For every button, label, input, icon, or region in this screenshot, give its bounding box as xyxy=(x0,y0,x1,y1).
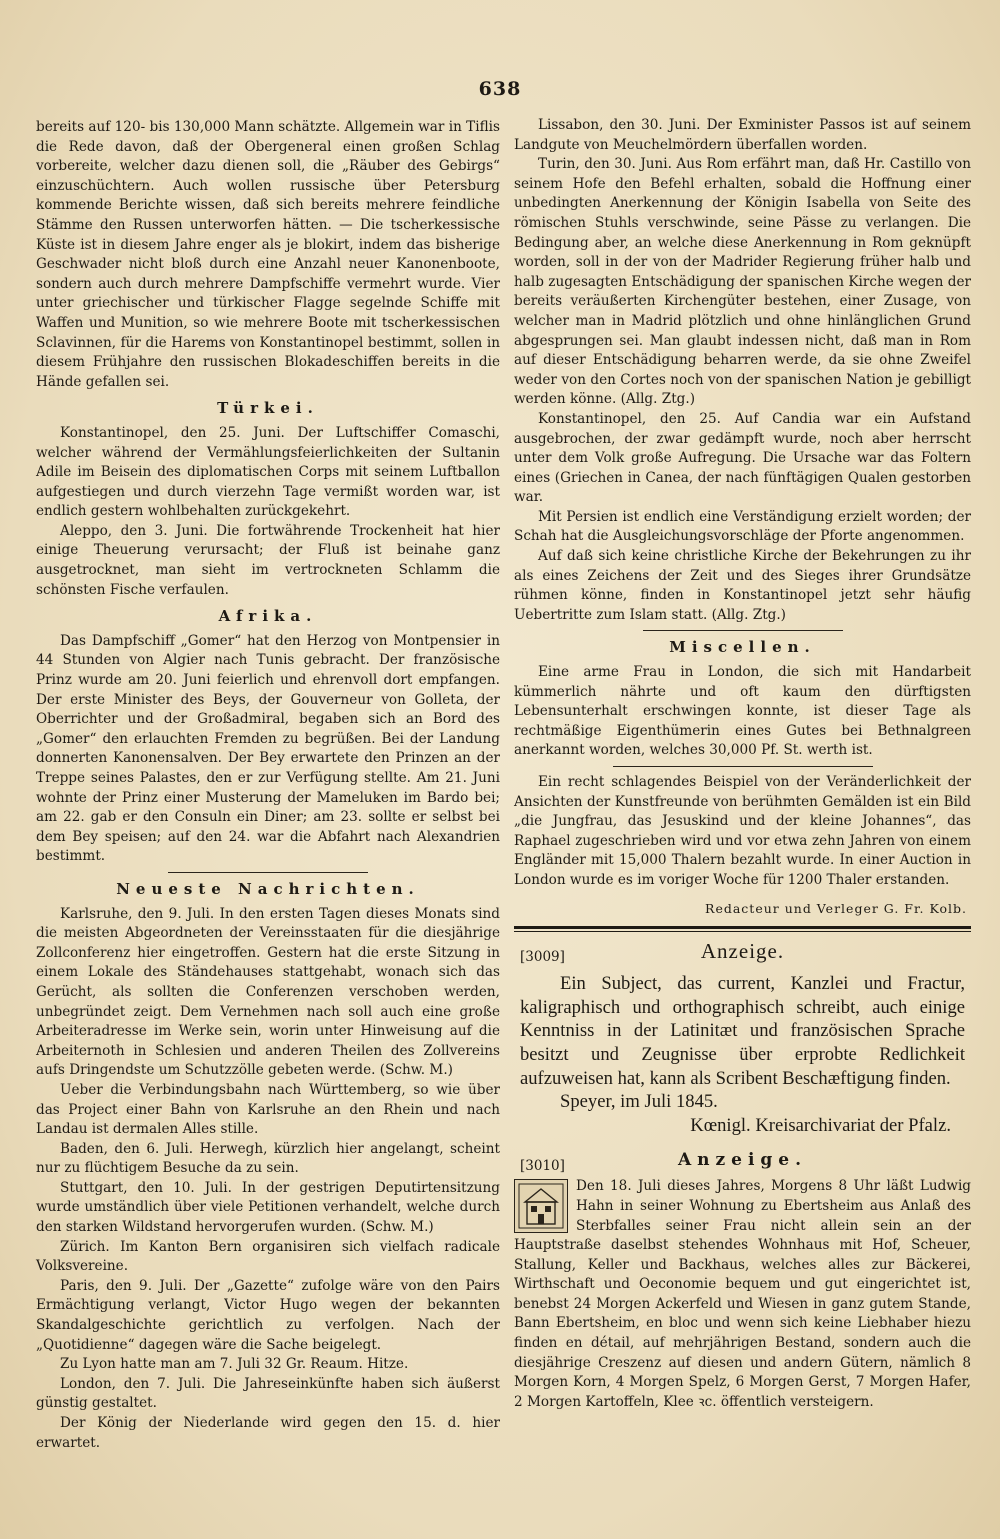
section-heading: Neueste Nachrichten. xyxy=(116,879,420,898)
section-heading: Türkei. xyxy=(217,399,319,418)
divider-rule xyxy=(643,630,843,631)
article-paragraph: Das Dampfschiff „Gomer“ hat den Herzog von Montpensier in 44 Stunden von Algier nach Tunis gebracht. Der französische Prinz wurde am 20. Juni feierlich und ehrenvoll dort empfangen. Der erste Minister des Beys, der Gouverneur von Golleta, der Oberrichter und der Großadmiral, begaben sich an Bord des „Gomer“ den erlauchten Fremden zu begrüßen. Bei der Landung donnerten Kanonensalven. Der Bey erwartete den Prinzen an der Treppe seines Palastes, den er zur Verfügung stellte. Am 21. Juni wohnte der Prinz einer Musterung der Mameluken im Bardo bei; am 22. gab er den Consuln ein Diner; am 23. sollte er selbst bei dem Bey speisen; auf den 24. war die Abfahrt nach Alexandrien bestimmt. xyxy=(36,632,500,865)
section-divider-thick xyxy=(514,926,971,929)
advertisement-header xyxy=(514,1151,971,1177)
article-paragraph: Aleppo, den 3. Juni. Die fortwährende Trockenheit hat hier einige Theuerung verursacht; der Fluß ist beinahe ganz ausgetrocknet, man sieht im vertrockneten Schlamm die schönsten Fische verfaulen. xyxy=(36,522,500,598)
article-paragraph: Ein recht schlagendes Beispiel von der Veränderlichkeit der Ansichten der Kunstfreunde von berühmten Gemälden ist ein Bild „die Jungfrau, das Jesuskind und der kleine Johannes“, das Raphael zugeschrieben wird und vor etwa zehn Jahren von einem Engländer mit 15,000 Thalern bezahlt wurde. In einer Auction in London wurde es im voriger Woche für 1200 Thaler erstanden. xyxy=(514,774,971,888)
article-paragraph: Mit Persien ist endlich eine Verständigung erzielt worden; der Schah hat die Ausgleichungsvorschläge der Pforte angenommen. xyxy=(514,508,971,545)
divider-rule xyxy=(168,872,368,873)
editor-line: Redacteur und Verleger G. Fr. Kolb. xyxy=(705,900,967,916)
house-icon xyxy=(514,1179,568,1233)
article-paragraph: Stuttgart, den 10. Juli. In der gestrigen Deputirtensitzung wurde umständlich über viele Petitionen verhandelt, welche durch den starken Wildstand hervorgerufen wurden. (Schw. M.) xyxy=(36,1179,500,1236)
advertisement-number: [3009] xyxy=(520,949,565,966)
advertisement-3009 xyxy=(514,939,971,1137)
advertisement-text: Ein Subject, das current, Kanzlei und Fractur, kaligraphisch und orthographisch schreibt, auch einige Kenntniss in der Latinitæt und französischen Sprache besitzt und Zeugnisse über erprobte Redlichkeit aufzuweisen hat, kann als Scribent Beschæftigung finden. xyxy=(520,973,965,1089)
article-paragraph: Konstantinopel, den 25. Auf Candia war ein Aufstand ausgebrochen, der zwar gedämpft wurde, noch aber herrscht unter dem Volk große Aufregung. Die Ursache war das Foltern eines (Griechen in Canea, der nach fünftägigen Qualen gestorben war. xyxy=(514,410,971,506)
section-heading: Afrika. xyxy=(218,607,318,626)
article-paragraph: Ueber die Verbindungsbahn nach Württemberg, so wie über das Project einer Bahn von Karlsruhe an den Rhein und nach Landau ist dermalen Alles stille. xyxy=(36,1081,500,1138)
article-paragraph: Eine arme Frau in London, die sich mit Handarbeit kümmerlich nährte und oft kaum den dürftigsten Lebensunterhalt erschwingen konnte, ist dieser Tage als rechtmäßige Eigenthümerin eines Gutes bei Bethnalgreen anerkannt worden, welches 30,000 Pf. St. werth ist. xyxy=(514,664,971,759)
right-column xyxy=(514,116,971,1412)
advertisement-office: Kœnigl. Kreisarchivariat der Pfalz. xyxy=(690,1114,951,1136)
article-paragraph: Turin, den 30. Juni. Aus Rom erfährt man, daß Hr. Castillo von seinem Hofe den Befehl erhalten, sobald die Hoffnung einer unbedingten Anerkennung der Königin Isabella von Seite des römischen Stuhls verschwinde, seine Pässe zu verlangen. Die Bedingung aber, an welche diese Anerkennung in Rom geknüpft worden, soll in der von der Madrider Regierung früher halb und halb zugesagten Entschädigung der spanischen Kirche wegen der bereits veräußerten Kirchengüter bestehen, einer Zusage, von welcher man in Madrid plötzlich und ohne hinlänglichen Grund abgesprungen sei. Man glaubt indessen nicht, daß man in Rom auf dieser Entschädigung beharren werde, da sie ohne Zweifel weder von den Cortes noch von der spanischen Nation je gebilligt werden könne. (Allg. Ztg.) xyxy=(514,156,971,408)
article-paragraph: Baden, den 6. Juli. Herwegh, kürzlich hier angelangt, scheint nur zu flüchtigem Besuche da zu sein. xyxy=(36,1140,500,1177)
article-paragraph: Lissabon, den 30. Juni. Der Exminister Passos ist auf seinem Landgute von Meuchelmördern überfallen worden. xyxy=(514,117,971,153)
section-divider-thin xyxy=(514,931,971,932)
advertisement-title: Anzeige. xyxy=(700,939,785,964)
advertisement-place-date: Speyer, im Juli 1845. xyxy=(560,1091,718,1113)
advertisement-body xyxy=(514,972,971,1137)
advertisement-text: Den 18. Juli dieses Jahres, Morgens 8 Uhr läßt Ludwig Hahn in seiner Wohnung zu Ebertsheim aus Anlaß des Sterbfalles seiner Frau nicht allein sein an der Hauptstraße daselbst stehendes Wohnhaus mit Hof, Scheuer, Stallung, Keller und Backhaus, welches alles zur Bäckerei, Wirthschaft und Oeconomie bequem und gut eingerichtet ist, benebst 24 Morgen Ackerfeld und Wiesen in ganz gutem Stande, Bann Ebertsheim, en bloc und wenn sich keine Liebhaber hiezu finden en détail, auf mehrjährigen Bestand, sondern auch die diesjährige Creszenz auf diesen und andern Gütern, nämlich 8 Morgen Korn, 4 Morgen Spelz, 6 Morgen Gerst, 7 Morgen Hafer, 2 Morgen Kartoffeln, Klee ꝛc. öffentlich versteigern. xyxy=(514,1178,971,1410)
article-paragraph: Zürich. Im Kanton Bern organisiren sich vielfach radicale Volksvereine. xyxy=(36,1238,500,1275)
left-column xyxy=(36,118,500,1453)
advertisement-header xyxy=(514,939,971,972)
article-paragraph: Konstantinopel, den 25. Juni. Der Luftschiffer Comaschi, welcher während der Vermählungsfeierlichkeiten der Sultanin Adile im Beisein des diplomatischen Corps mit seinem Luftballon aufgestiegen und durch vierzehn Tage vermißt worden war, ist endlich gestern wohlbehalten zurückgekehrt. xyxy=(36,424,500,520)
advertisement-body xyxy=(514,1177,971,1412)
article-paragraph: bereits auf 120- bis 130,000 Mann schätzte. Allgemein war in Tiflis die Rede davon, daß der Obergeneral einen großen Schlag vorbereite, welcher dazu dienen soll, die „Räuber des Gebirgs“ einzuschüchtern. Auch wollen russische über Petersburg kommende Berichte wissen, daß sich bereits mehrere feindliche Stämme den Russen unterworfen hätten. — Die tscherkessische Küste ist in diesem Jahre enger als je blokirt, indem das bisherige Geschwader nicht bloß durch eine Anzahl neuer Kanonenboote, sondern auch durch mehrere Dampfschiffe vermehrt wurde. Vier unter griechischer und türkischer Flagge segelnde Schiffe mit Waffen und Munition, so wie mehrere Boote mit tscherkessischen Sclavinnen, für die Harems von Konstantinopel bestimmt, sollen in diesem Frühjahre den russischen Blokadeschiffen bereits in die Hände gefallen sei. xyxy=(36,119,500,390)
article-paragraph: Auf daß sich keine christliche Kirche der Bekehrungen zu ihr als eines Zeichens der Zeit und des Sieges ihrer Grundsätze rühmen könne, finden in Konstantinopel jetzt sehr häufig Uebertritte zum Islam statt. (Allg. Ztg.) xyxy=(514,548,971,623)
divider-rule xyxy=(613,766,873,767)
page-number: 638 xyxy=(478,78,522,100)
section-heading: Miscellen. xyxy=(669,638,816,657)
article-paragraph: Karlsruhe, den 9. Juli. In den ersten Tagen dieses Monats sind die meisten Abgeordneten der Vereinsstaaten für die diesjährige Zollconferenz hier eingetroffen. Gestern hat die erste Sitzung in einem Lokale des Ständehauses stattgehabt, wonach sich das Gerücht, als sollten die Conferenzen verschoben werden, unbegründet zeigt. Dem Vernehmen nach soll auch eine große Arbeiteradresse im Werke sein, worin unter Hinweisung auf die Arbeiternoth in Schlesien und anderen Theilen des Zollvereins aufs Dringendste um Schutzzölle gebeten werde. (Schw. M.) xyxy=(36,905,500,1079)
advertisement-number: [3010] xyxy=(520,1158,565,1175)
article-paragraph: Paris, den 9. Juli. Der „Gazette“ zufolge wäre von den Pairs Ermächtigung verlangt, Victor Hugo wegen der bekannten Skandalgeschichte gerichtlich zu verfolgen. Nach der „Quotidienne“ dagegen wäre die Sache beigelegt. xyxy=(36,1277,500,1353)
article-paragraph: London, den 7. Juli. Die Jahreseinkünfte haben sich äußerst günstig gestaltet. xyxy=(36,1375,500,1412)
right-column-articles xyxy=(514,116,971,891)
article-paragraph: Der König der Niederlande wird gegen den 15. d. hier erwartet. xyxy=(36,1415,500,1451)
article-paragraph: Zu Lyon hatte man am 7. Juli 32 Gr. Reaum. Hitze. xyxy=(60,1356,409,1373)
advertisement-3010 xyxy=(514,1151,971,1412)
advertisement-title: Anzeige. xyxy=(677,1150,808,1171)
